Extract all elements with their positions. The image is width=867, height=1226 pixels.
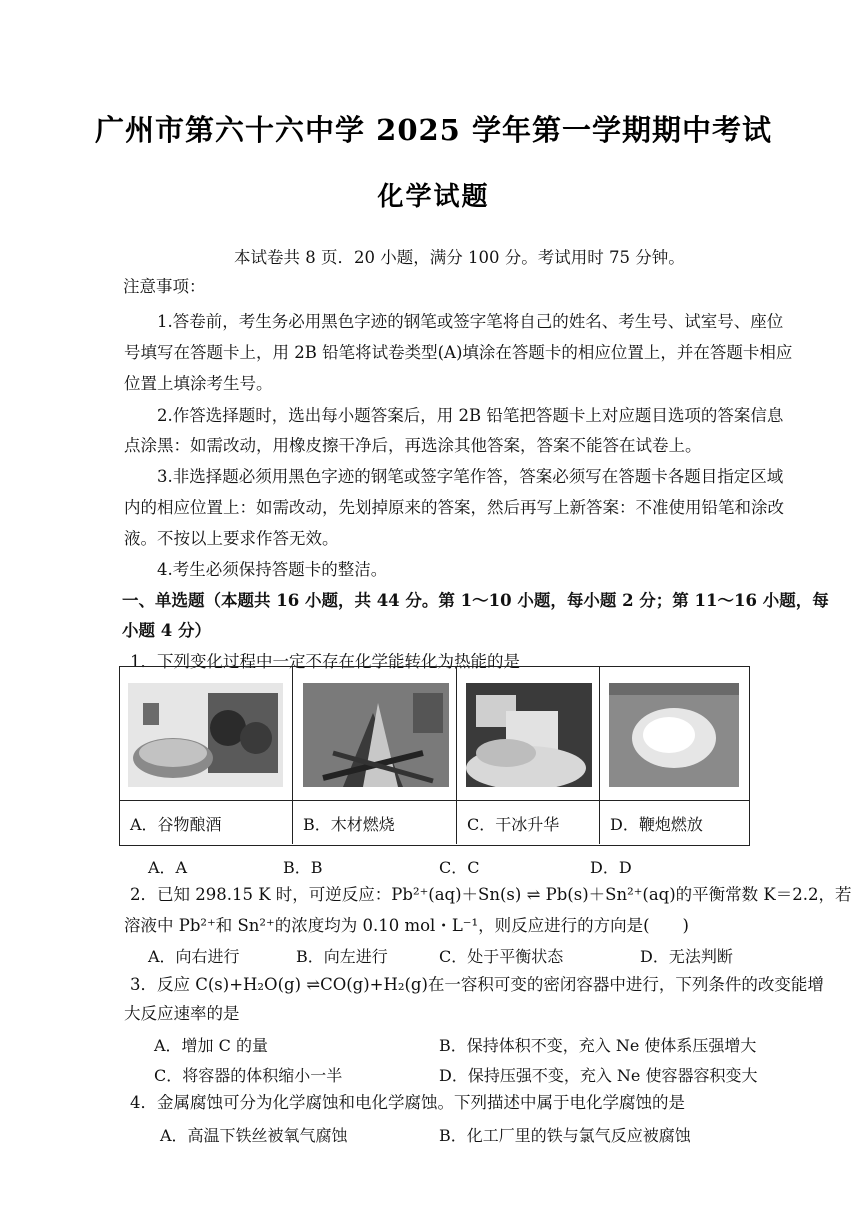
image-cell-b xyxy=(293,667,457,844)
notes-heading: 注意事项： xyxy=(123,277,206,296)
image-label-a: A．谷物酿酒 xyxy=(130,815,222,834)
image-label-b: B．木材燃烧 xyxy=(303,815,395,834)
notes-line: 2.作答选择题时，选出每小题答案后，用 2B 铅笔把答题卡上对应题目选项的答案信息 xyxy=(157,406,784,425)
question-2-stem-cont: 溶液中 Pb²⁺和 Sn²⁺的浓度均为 0.10 mol・L⁻¹，则反应进行的方向是( ) xyxy=(124,916,689,935)
image-label-c: C．干冰升华 xyxy=(467,815,560,834)
exam-subtitle: 化学试题 xyxy=(377,182,490,212)
question-3-option-a: A．增加 C 的量 xyxy=(154,1036,268,1055)
dry-ice-photo xyxy=(466,683,592,787)
question-2-option-a: A．向右进行 xyxy=(148,947,240,966)
exam-title: 广州市第六十六中学 2025 学年第一学期期中考试 xyxy=(95,113,772,147)
question-3-option-b: B．保持体积不变，充入 Ne 使体系压强增大 xyxy=(439,1036,757,1055)
question-1-image-table xyxy=(119,666,750,846)
question-1-stem: 1．下列变化过程中一定不存在化学能转化为热能的是 xyxy=(130,652,520,671)
section-heading-cont: 小题 4 分） xyxy=(122,621,211,640)
question-3-stem-cont: 大反应速率的是 xyxy=(124,1004,240,1023)
image-cell-a xyxy=(120,667,293,844)
notes-line: 3.非选择题必须用黑色字迹的钢笔或签字笔作答，答案必须写在答题卡各题目指定区域 xyxy=(157,467,784,486)
question-3-option-c: C．将容器的体积缩小一半 xyxy=(154,1066,343,1085)
wood-burning-photo xyxy=(303,683,449,787)
notes-line: 号填写在答题卡上，用 2B 铅笔将试卷类型(A)填涂在答题卡的相应位置上，并在答题卡相应 xyxy=(124,343,793,362)
question-4-option-a: A．高温下铁丝被氧气腐蚀 xyxy=(160,1126,348,1145)
question-2-option-d: D．无法判断 xyxy=(640,947,733,966)
image-cell-c xyxy=(457,667,600,844)
notes-line: 4.考生必须保持答题卡的整洁。 xyxy=(157,560,388,579)
question-2-option-c: C．处于平衡状态 xyxy=(439,947,564,966)
section-heading: 一、单选题（本题共 16 小题，共 44 分。第 1～10 小题，每小题 2 分；第 11～16 小题，每 xyxy=(122,591,829,610)
question-2-stem: 2．已知 298.15 K 时，可逆反应：Pb²⁺(aq)＋Sn(s) ⇌ Pb(s)＋Sn²⁺(aq)的平衡常数 K＝2.2，若 xyxy=(130,885,852,904)
notes-line: 液。不按以上要求作答无效。 xyxy=(124,529,339,548)
image-label-d: D．鞭炮燃放 xyxy=(610,815,703,834)
notes-line: 内的相应位置上：如需改动，先划掉原来的答案，然后再写上新答案：不准使用铅笔和涂改 xyxy=(124,498,784,517)
image-cell-d xyxy=(600,667,748,844)
question-1-option-a: A．A xyxy=(148,858,188,877)
notes-line: 点涂黑：如需改动，用橡皮擦干净后，再选涂其他答案，答案不能答在试卷上。 xyxy=(124,436,702,455)
question-1-option-c: C．C xyxy=(439,858,480,877)
question-4-stem: 4．金属腐蚀可分为化学腐蚀和电化学腐蚀。下列描述中属于电化学腐蚀的是 xyxy=(130,1093,685,1112)
firecracker-photo xyxy=(609,683,739,787)
question-1-option-d: D．D xyxy=(590,858,632,877)
question-1-option-b: B．B xyxy=(283,858,323,877)
notes-line: 位置上填涂考生号。 xyxy=(124,374,273,393)
question-3-stem: 3．反应 C(s)+H₂O(g) ⇌CO(g)+H₂(g)在一容积可变的密闭容器中进行，下列条件的改变能增 xyxy=(130,975,824,994)
exam-intro: 本试卷共 8 页．20 小题，满分 100 分。考试用时 75 分钟。 xyxy=(234,248,685,267)
question-3-option-d: D．保持压强不变，充入 Ne 使容器容积变大 xyxy=(439,1066,758,1085)
question-2-option-b: B．向左进行 xyxy=(296,947,388,966)
question-4-option-b: B．化工厂里的铁与氯气反应被腐蚀 xyxy=(439,1126,691,1145)
notes-line: 1.答卷前，考生务必用黑色字迹的钢笔或签字笔将自己的姓名、考生号、试室号、座位 xyxy=(157,312,784,331)
grain-wine-photo xyxy=(128,683,283,787)
